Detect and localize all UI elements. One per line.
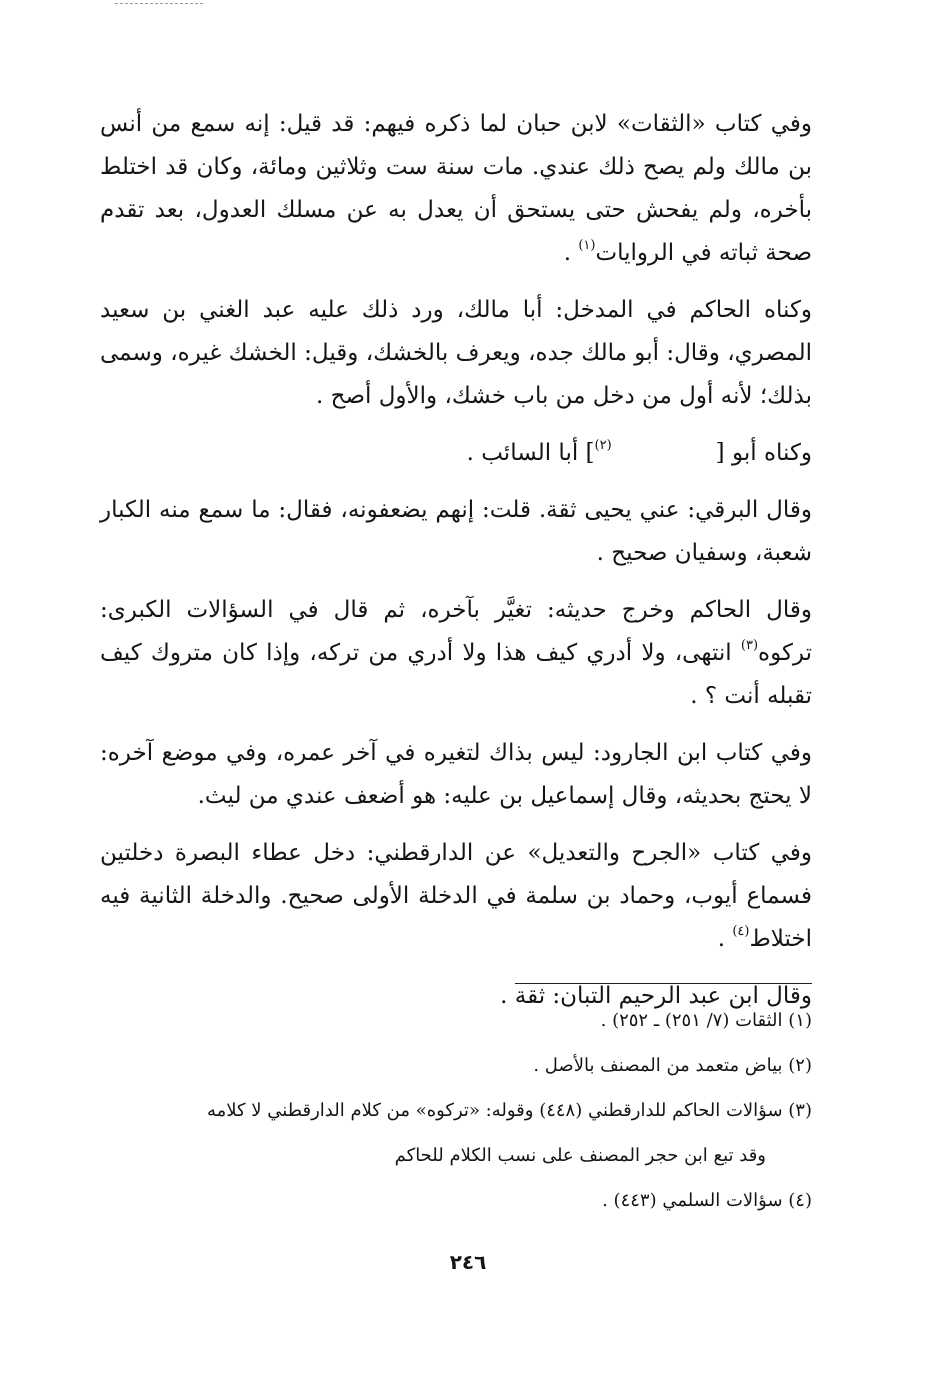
footnotes (100, 998, 812, 1223)
top-rule (115, 3, 203, 4)
footnote-3-continuation: وقد تبع ابن حجر المصنف على نسب الكلام للحاكم (394, 1145, 766, 1166)
footnote-ref-4: (٤) (732, 923, 750, 939)
paragraph-1-end: . (563, 240, 579, 266)
paragraph-7 (100, 832, 812, 961)
main-text (100, 103, 812, 1032)
paragraph-2-text: وكناه الحاكم في المدخل: أبا مالك، ورد ذلك عليه عبد الغني بن سعيد المصري، وقال: أبو مالك جده، ويعرف بالخشك، وقيل: الخشك غيره، وسمى بذلك؛ لأنه أول من دخل من باب خشك، والأول أصح . (100, 297, 812, 409)
footnote-separator (515, 983, 812, 984)
paragraph-7-text: وفي كتاب «الجرح والتعديل» عن الدارقطني: دخل عطاء البصرة دخلتين فسماع أيوب، وحماد بن سلمة في الدخلة الأولى صحيح. والدخلة الثانية فيه اختلاط (100, 840, 812, 952)
paragraph-5-text: وقال الحاكم وخرج حديثه: تغيَّر بآخره، ثم قال في السؤالات الكبرى: تركوه (100, 597, 812, 666)
paragraph-1-text: وفي كتاب «الثقات» لابن حبان لما ذكره فيهم: قد قيل: إنه سمع من أنس بن مالك ولم يصح ذلك عندي. مات سنة ست وثلاثين ومائة، وكان قد اختلط بأخره، ولم يفحش حتى يستحق أن يعدل به عن مسلك العدول، بعد تقدم صحة ثباته في الروايات (100, 111, 812, 266)
footnote-1: (١) الثقات (٧/ ٢٥١) ـ ٢٥٢) . (600, 1010, 812, 1031)
paragraph-5-end: انتهى، ولا أدري كيف هذا ولا أدري من تركه، وإذا كان متروك كيف تقبله أنت ؟ . (100, 640, 812, 709)
page-number: ٢٤٦ (449, 1250, 487, 1274)
paragraph-2 (100, 289, 812, 418)
paragraph-4 (100, 489, 812, 575)
footnote-ref-3: (٣) (740, 637, 759, 653)
footnote-ref-1: (١) (578, 237, 596, 253)
paragraph-7-end: . (717, 926, 733, 952)
paragraph-3 (100, 432, 812, 475)
kunya-end: ] أبا السائب . (466, 440, 595, 466)
paragraph-6-text: وفي كتاب ابن الجارود: ليس بذاك لتغيره في آخر عمره، وفي موضع آخره: لا يحتج بحديثه، وقال إسماعيل بن عليه: هو أضعف عندي من ليث. (100, 740, 812, 809)
footnote-2: (٢) بياض متعمد من المصنف بالأصل . (533, 1055, 812, 1076)
footnote-4: (٤) سؤالات السلمي (٤٤٣) . (602, 1190, 812, 1211)
kunya-start: وكناه أبو [ (715, 440, 812, 466)
paragraph-1 (100, 103, 812, 275)
footnote-3: (٣) سؤالات الحاكم للدارقطني (٤٤٨) وقوله: «تركوه» من كلام الدارقطني لا كلامه (206, 1100, 812, 1121)
paragraph-6 (100, 732, 812, 818)
footnote-ref-2: (٢) (594, 437, 612, 453)
paragraph-8-text: وقال ابن عبد الرحيم التبان: ثقة . (500, 983, 812, 1009)
paragraph-5 (100, 589, 812, 718)
paragraph-4-text: وقال البرقي: عني يحيى ثقة. قلت: إنهم يضعفونه، فقال: ما سمع منه الكبار شعبة، وسفيان صحيح . (100, 497, 812, 566)
